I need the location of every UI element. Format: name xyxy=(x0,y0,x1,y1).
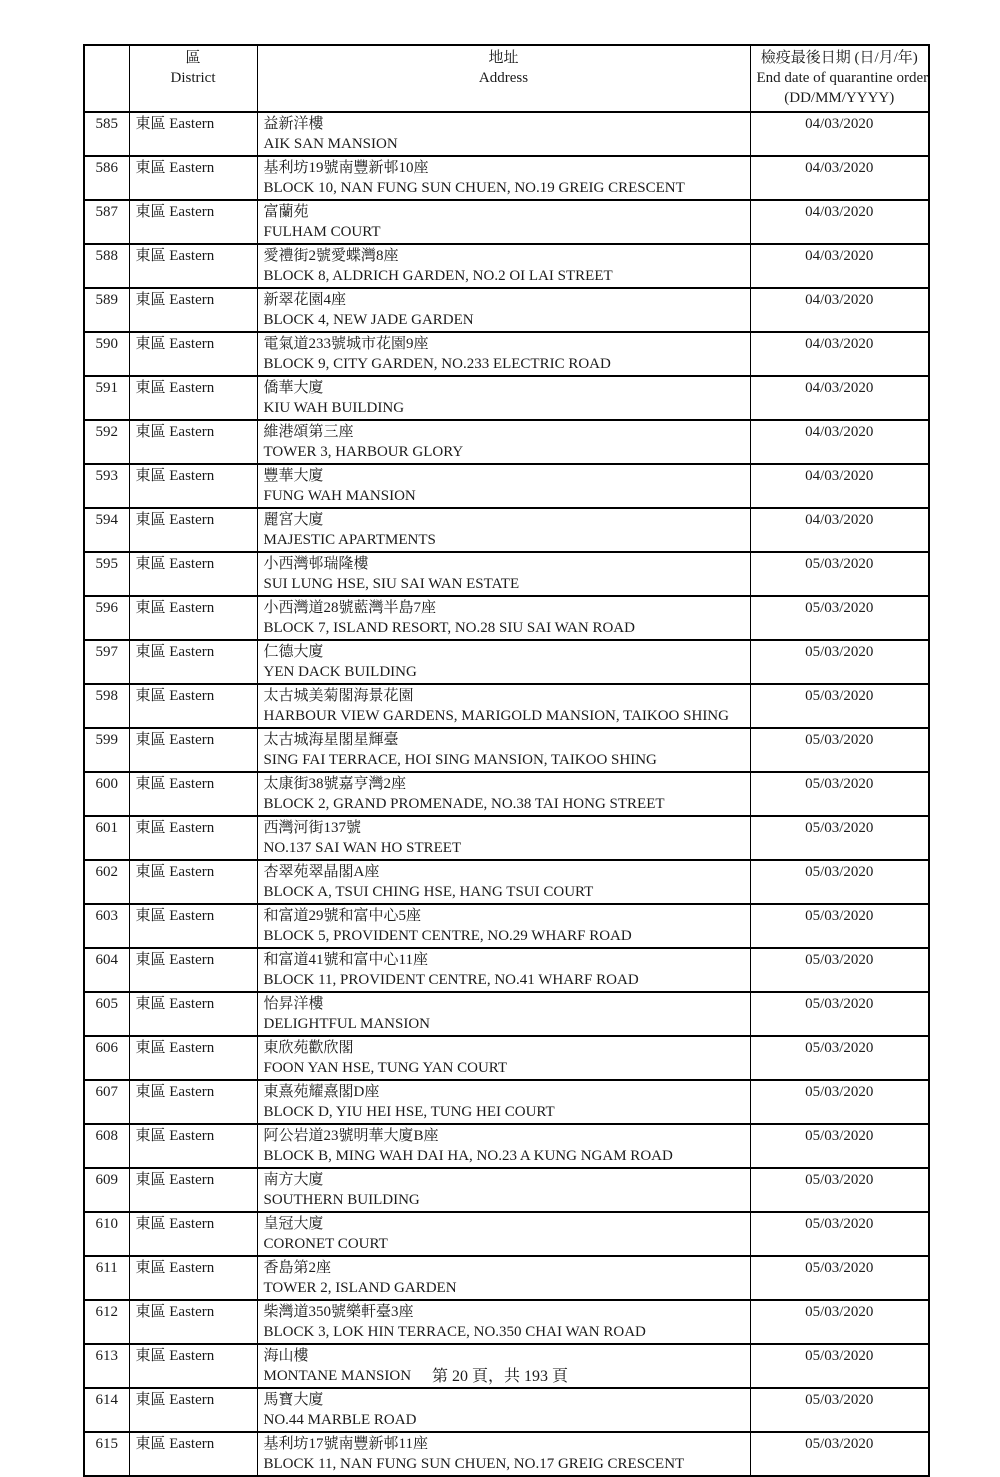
quarantine-end-date-cell: 04/03/2020 xyxy=(750,112,929,156)
district-zh: 東區 xyxy=(135,380,166,396)
quarantine-end-date-cell: 04/03/2020 xyxy=(750,464,929,508)
district-en: Eastern xyxy=(169,204,215,220)
row-number-cell: 603 xyxy=(84,904,129,948)
district-en: Eastern xyxy=(169,1260,215,1276)
table-row xyxy=(84,552,929,596)
district-en: Eastern xyxy=(169,1216,215,1232)
address-cell xyxy=(257,1432,750,1476)
address-chinese: 阿公岩道23號明華大廈B座 xyxy=(263,1128,439,1144)
district-cell xyxy=(129,1080,257,1124)
table-row xyxy=(84,288,929,332)
table-row xyxy=(84,420,929,464)
district-en: Eastern xyxy=(169,292,215,308)
row-number-cell: 614 xyxy=(84,1388,129,1432)
address-cell xyxy=(257,156,750,200)
quarantine-end-date-cell: 05/03/2020 xyxy=(750,1432,929,1476)
district-cell xyxy=(129,288,257,332)
table-row xyxy=(84,244,929,288)
district-zh: 東區 xyxy=(135,1260,166,1276)
table-row xyxy=(84,992,929,1036)
column-header-address xyxy=(257,45,750,112)
address-english: BLOCK 7, ISLAND RESORT, NO.28 SIU SAI WAN ROAD xyxy=(263,620,635,636)
district-cell xyxy=(129,904,257,948)
address-english: FULHAM COURT xyxy=(263,224,381,240)
quarantine-end-date-cell: 05/03/2020 xyxy=(750,1036,929,1080)
address-cell xyxy=(257,420,750,464)
row-number-cell: 600 xyxy=(84,772,129,816)
address-english: BLOCK 4, NEW JADE GARDEN xyxy=(263,312,474,328)
address-chinese: 和富道41號和富中心11座 xyxy=(263,952,428,968)
district-zh: 東區 xyxy=(135,336,166,352)
district-en: Eastern xyxy=(169,556,215,572)
address-chinese: 杏翠苑翠晶閣A座 xyxy=(263,864,380,880)
address-chinese: 仁德大廈 xyxy=(263,644,324,660)
row-number-cell: 585 xyxy=(84,112,129,156)
district-zh: 東區 xyxy=(135,1128,166,1144)
address-cell xyxy=(257,596,750,640)
quarantine-end-date-cell: 05/03/2020 xyxy=(750,904,929,948)
district-en: Eastern xyxy=(169,1348,215,1364)
table-row xyxy=(84,1080,929,1124)
district-en: Eastern xyxy=(169,1436,215,1452)
district-zh: 東區 xyxy=(135,424,166,440)
district-en: Eastern xyxy=(169,996,215,1012)
address-english: TOWER 2, ISLAND GARDEN xyxy=(263,1280,457,1296)
district-cell xyxy=(129,684,257,728)
quarantine-end-date-cell: 04/03/2020 xyxy=(750,288,929,332)
page-number: 第 20 頁，共 193 頁 xyxy=(431,1368,568,1385)
quarantine-end-date-cell: 05/03/2020 xyxy=(750,1212,929,1256)
district-header-zh: 區 xyxy=(185,50,201,66)
table-row xyxy=(84,816,929,860)
quarantine-end-date-cell: 04/03/2020 xyxy=(750,200,929,244)
row-number-cell: 595 xyxy=(84,552,129,596)
row-number-cell: 592 xyxy=(84,420,129,464)
district-cell xyxy=(129,1300,257,1344)
address-chinese: 怡昇洋樓 xyxy=(263,996,324,1012)
row-number-cell: 589 xyxy=(84,288,129,332)
address-cell xyxy=(257,1212,750,1256)
district-zh: 東區 xyxy=(135,292,166,308)
district-zh: 東區 xyxy=(135,160,166,176)
district-en: Eastern xyxy=(169,952,215,968)
district-zh: 東區 xyxy=(135,468,166,484)
table-row xyxy=(84,596,929,640)
district-zh: 東區 xyxy=(135,556,166,572)
quarantine-end-date-cell: 05/03/2020 xyxy=(750,772,929,816)
table-row xyxy=(84,156,929,200)
district-cell xyxy=(129,156,257,200)
district-cell xyxy=(129,200,257,244)
address-cell xyxy=(257,992,750,1036)
address-chinese: 柴灣道350號樂軒臺3座 xyxy=(263,1304,414,1320)
address-english: KIU WAH BUILDING xyxy=(263,400,405,416)
district-zh: 東區 xyxy=(135,248,166,264)
district-en: Eastern xyxy=(169,116,215,132)
quarantine-end-date-cell: 05/03/2020 xyxy=(750,1168,929,1212)
address-header-en: Address xyxy=(478,70,529,86)
district-en: Eastern xyxy=(169,1172,215,1188)
row-number-cell: 590 xyxy=(84,332,129,376)
address-cell xyxy=(257,112,750,156)
row-number-cell: 586 xyxy=(84,156,129,200)
district-zh: 東區 xyxy=(135,820,166,836)
table-row xyxy=(84,1256,929,1300)
table-row xyxy=(84,728,929,772)
address-english: NO.137 SAI WAN HO STREET xyxy=(263,840,462,856)
address-cell xyxy=(257,640,750,684)
address-cell xyxy=(257,1256,750,1300)
address-cell xyxy=(257,1168,750,1212)
row-number-cell: 609 xyxy=(84,1168,129,1212)
address-chinese: 馬寶大廈 xyxy=(263,1392,324,1408)
district-cell xyxy=(129,112,257,156)
district-cell xyxy=(129,1168,257,1212)
row-number-cell: 594 xyxy=(84,508,129,552)
table-body xyxy=(84,112,929,1476)
quarantine-end-date-cell: 05/03/2020 xyxy=(750,640,929,684)
quarantine-end-date-cell: 05/03/2020 xyxy=(750,728,929,772)
quarantine-end-date-cell: 05/03/2020 xyxy=(750,684,929,728)
address-english: SOUTHERN BUILDING xyxy=(263,1192,420,1208)
district-en: Eastern xyxy=(169,1084,215,1100)
address-chinese: 海山樓 xyxy=(263,1348,309,1364)
address-cell xyxy=(257,464,750,508)
address-cell xyxy=(257,552,750,596)
address-cell xyxy=(257,288,750,332)
address-english: NO.44 MARBLE ROAD xyxy=(263,1412,417,1428)
address-english: AIK SAN MANSION xyxy=(263,136,398,152)
row-number-cell: 599 xyxy=(84,728,129,772)
district-cell xyxy=(129,596,257,640)
quarantine-end-date-cell: 05/03/2020 xyxy=(750,1300,929,1344)
address-english: BLOCK 11, NAN FUNG SUN CHUEN, NO.17 GREIG CRESCENT xyxy=(263,1456,685,1472)
district-zh: 東區 xyxy=(135,644,166,660)
row-number-cell: 593 xyxy=(84,464,129,508)
address-cell xyxy=(257,860,750,904)
district-en: Eastern xyxy=(169,1128,215,1144)
table-row xyxy=(84,948,929,992)
address-cell xyxy=(257,508,750,552)
quarantine-end-date-cell: 04/03/2020 xyxy=(750,244,929,288)
district-zh: 東區 xyxy=(135,996,166,1012)
quarantine-end-date-cell: 05/03/2020 xyxy=(750,1388,929,1432)
row-number-cell: 612 xyxy=(84,1300,129,1344)
table-row xyxy=(84,464,929,508)
row-number-cell: 613 xyxy=(84,1344,129,1388)
quarantine-end-date-cell: 04/03/2020 xyxy=(750,376,929,420)
district-cell xyxy=(129,1124,257,1168)
quarantine-end-date-cell: 05/03/2020 xyxy=(750,816,929,860)
address-english: BLOCK 10, NAN FUNG SUN CHUEN, NO.19 GREIG CRESCENT xyxy=(263,180,685,196)
quarantine-end-date-cell: 04/03/2020 xyxy=(750,508,929,552)
table-row xyxy=(84,1212,929,1256)
table-row xyxy=(84,332,929,376)
district-en: Eastern xyxy=(169,1304,215,1320)
address-cell xyxy=(257,1036,750,1080)
address-cell xyxy=(257,1080,750,1124)
district-cell xyxy=(129,1432,257,1476)
quarantine-end-date-cell: 05/03/2020 xyxy=(750,1344,929,1388)
address-chinese: 西灣河街137號 xyxy=(263,820,362,836)
address-chinese: 基利坊17號南豐新邨11座 xyxy=(263,1436,428,1452)
address-cell xyxy=(257,1388,750,1432)
quarantine-end-date-cell: 05/03/2020 xyxy=(750,1080,929,1124)
district-cell xyxy=(129,1212,257,1256)
table-row xyxy=(84,1300,929,1344)
address-chinese: 僑華大廈 xyxy=(263,380,324,396)
district-zh: 東區 xyxy=(135,1348,166,1364)
quarantine-end-date-cell: 05/03/2020 xyxy=(750,1124,929,1168)
address-cell xyxy=(257,948,750,992)
district-header-en: District xyxy=(170,70,216,86)
address-english: FUNG WAH MANSION xyxy=(263,488,416,504)
address-chinese: 太古城美菊閣海景花園 xyxy=(263,688,414,704)
district-en: Eastern xyxy=(169,248,215,264)
row-number-cell: 605 xyxy=(84,992,129,1036)
district-en: Eastern xyxy=(169,468,215,484)
table-row xyxy=(84,1388,929,1432)
table-row xyxy=(84,1168,929,1212)
quarantine-end-date-cell: 05/03/2020 xyxy=(750,1256,929,1300)
address-header-zh: 地址 xyxy=(488,50,519,66)
quarantine-end-date-cell: 05/03/2020 xyxy=(750,992,929,1036)
row-number-cell: 610 xyxy=(84,1212,129,1256)
district-cell xyxy=(129,332,257,376)
address-english: TOWER 3, HARBOUR GLORY xyxy=(263,444,464,460)
table-row xyxy=(84,508,929,552)
address-chinese: 富蘭苑 xyxy=(263,204,309,220)
address-english: BLOCK B, MING WAH DAI HA, NO.23 A KUNG NGAM ROAD xyxy=(263,1148,673,1164)
address-english: HARBOUR VIEW GARDENS, MARIGOLD MANSION, TAIKOO SHING xyxy=(263,708,729,724)
district-zh: 東區 xyxy=(135,1084,166,1100)
address-english: MONTANE MANSION xyxy=(263,1368,412,1384)
address-english: SING FAI TERRACE, HOI SING MANSION, TAIKOO SHING xyxy=(263,752,657,768)
table-row xyxy=(84,376,929,420)
address-chinese: 維港頌第三座 xyxy=(263,424,354,440)
district-en: Eastern xyxy=(169,1392,215,1408)
district-zh: 東區 xyxy=(135,116,166,132)
row-number-cell: 598 xyxy=(84,684,129,728)
district-en: Eastern xyxy=(169,732,215,748)
row-number-cell: 607 xyxy=(84,1080,129,1124)
address-chinese: 愛禮街2號愛蝶灣8座 xyxy=(263,248,399,264)
district-zh: 東區 xyxy=(135,864,166,880)
address-english: BLOCK A, TSUI CHING HSE, HANG TSUI COURT xyxy=(263,884,594,900)
district-cell xyxy=(129,376,257,420)
district-zh: 東區 xyxy=(135,204,166,220)
table-row xyxy=(84,640,929,684)
district-en: Eastern xyxy=(169,512,215,528)
address-chinese: 新翠花園4座 xyxy=(263,292,347,308)
address-chinese: 東熹苑耀熹閣D座 xyxy=(263,1084,380,1100)
district-en: Eastern xyxy=(169,380,215,396)
address-chinese: 太古城海星閣星輝臺 xyxy=(263,732,399,748)
quarantine-end-date-cell: 05/03/2020 xyxy=(750,552,929,596)
district-cell xyxy=(129,640,257,684)
address-chinese: 皇冠大廈 xyxy=(263,1216,324,1232)
quarantine-table xyxy=(83,44,930,1477)
row-number-cell: 591 xyxy=(84,376,129,420)
district-cell xyxy=(129,244,257,288)
column-header-number xyxy=(84,45,129,112)
quarantine-end-date-cell: 04/03/2020 xyxy=(750,332,929,376)
address-cell xyxy=(257,376,750,420)
table-row xyxy=(84,1036,929,1080)
quarantine-end-date-cell: 04/03/2020 xyxy=(750,156,929,200)
address-english: BLOCK 2, GRAND PROMENADE, NO.38 TAI HONG STREET xyxy=(263,796,665,812)
district-zh: 東區 xyxy=(135,512,166,528)
address-english: BLOCK 11, PROVIDENT CENTRE, NO.41 WHARF ROAD xyxy=(263,972,639,988)
table-row xyxy=(84,112,929,156)
address-english: FOON YAN HSE, TUNG YAN COURT xyxy=(263,1060,508,1076)
address-english: BLOCK 3, LOK HIN TERRACE, NO.350 CHAI WAN ROAD xyxy=(263,1324,646,1340)
date-header-zh: 檢疫最後日期 (日/月/年) xyxy=(760,50,918,66)
address-cell xyxy=(257,904,750,948)
address-chinese: 東欣苑歡欣閣 xyxy=(263,1040,354,1056)
address-cell xyxy=(257,1300,750,1344)
address-chinese: 小西灣道28號藍灣半島7座 xyxy=(263,600,437,616)
address-english: MAJESTIC APARTMENTS xyxy=(263,532,436,548)
district-zh: 東區 xyxy=(135,688,166,704)
header-row xyxy=(84,45,929,112)
district-cell xyxy=(129,1256,257,1300)
address-english: DELIGHTFUL MANSION xyxy=(263,1016,431,1032)
address-chinese: 小西灣邨瑞隆樓 xyxy=(263,556,369,572)
district-zh: 東區 xyxy=(135,1040,166,1056)
address-english: BLOCK D, YIU HEI HSE, TUNG HEI COURT xyxy=(263,1104,555,1120)
quarantine-end-date-cell: 05/03/2020 xyxy=(750,860,929,904)
column-header-date xyxy=(750,45,929,112)
row-number-cell: 615 xyxy=(84,1432,129,1476)
address-chinese: 香島第2座 xyxy=(263,1260,332,1276)
row-number-cell: 611 xyxy=(84,1256,129,1300)
row-number-cell: 602 xyxy=(84,860,129,904)
district-en: Eastern xyxy=(169,776,215,792)
row-number-cell: 601 xyxy=(84,816,129,860)
table-row xyxy=(84,904,929,948)
table-row xyxy=(84,860,929,904)
address-chinese: 豐華大廈 xyxy=(263,468,324,484)
district-cell xyxy=(129,420,257,464)
address-english: SUI LUNG HSE, SIU SAI WAN ESTATE xyxy=(263,576,520,592)
address-english: BLOCK 8, ALDRICH GARDEN, NO.2 OI LAI STREET xyxy=(263,268,613,284)
table-row xyxy=(84,1124,929,1168)
quarantine-end-date-cell: 05/03/2020 xyxy=(750,596,929,640)
district-cell xyxy=(129,948,257,992)
district-zh: 東區 xyxy=(135,1172,166,1188)
district-zh: 東區 xyxy=(135,776,166,792)
table-row xyxy=(84,200,929,244)
table-row xyxy=(84,772,929,816)
row-number-cell: 608 xyxy=(84,1124,129,1168)
district-en: Eastern xyxy=(169,160,215,176)
row-number-cell: 588 xyxy=(84,244,129,288)
address-chinese: 麗宮大廈 xyxy=(263,512,324,528)
table-row xyxy=(84,684,929,728)
quarantine-end-date-cell: 04/03/2020 xyxy=(750,420,929,464)
district-zh: 東區 xyxy=(135,1304,166,1320)
address-chinese: 益新洋樓 xyxy=(263,116,324,132)
address-english: CORONET COURT xyxy=(263,1236,388,1252)
address-chinese: 太康街38號嘉亨灣2座 xyxy=(263,776,407,792)
district-cell xyxy=(129,508,257,552)
address-cell xyxy=(257,244,750,288)
district-en: Eastern xyxy=(169,1040,215,1056)
district-zh: 東區 xyxy=(135,952,166,968)
district-zh: 東區 xyxy=(135,600,166,616)
district-cell xyxy=(129,464,257,508)
address-english: YEN DACK BUILDING xyxy=(263,664,417,680)
address-chinese: 和富道29號和富中心5座 xyxy=(263,908,422,924)
column-header-district xyxy=(129,45,257,112)
district-zh: 東區 xyxy=(135,1392,166,1408)
district-zh: 東區 xyxy=(135,1216,166,1232)
address-chinese: 南方大廈 xyxy=(263,1172,324,1188)
quarantine-end-date-cell: 05/03/2020 xyxy=(750,948,929,992)
district-zh: 東區 xyxy=(135,908,166,924)
address-cell xyxy=(257,684,750,728)
table-header xyxy=(84,45,929,112)
row-number-cell: 606 xyxy=(84,1036,129,1080)
district-cell xyxy=(129,816,257,860)
address-cell xyxy=(257,200,750,244)
district-zh: 東區 xyxy=(135,732,166,748)
address-cell xyxy=(257,816,750,860)
district-en: Eastern xyxy=(169,908,215,924)
date-header-en: End date of quarantine order xyxy=(756,70,929,86)
address-chinese: 基利坊19號南豐新邨10座 xyxy=(263,160,429,176)
district-cell xyxy=(129,860,257,904)
address-english: BLOCK 5, PROVIDENT CENTRE, NO.29 WHARF ROAD xyxy=(263,928,632,944)
address-cell xyxy=(257,332,750,376)
district-cell xyxy=(129,728,257,772)
date-header-format: (DD/MM/YYYY) xyxy=(784,90,895,106)
district-zh: 東區 xyxy=(135,1436,166,1452)
district-cell xyxy=(129,1036,257,1080)
district-cell xyxy=(129,772,257,816)
district-en: Eastern xyxy=(169,644,215,660)
row-number-cell: 604 xyxy=(84,948,129,992)
address-cell xyxy=(257,1124,750,1168)
district-en: Eastern xyxy=(169,336,215,352)
row-number-cell: 587 xyxy=(84,200,129,244)
address-cell xyxy=(257,772,750,816)
district-cell xyxy=(129,992,257,1036)
district-en: Eastern xyxy=(169,688,215,704)
row-number-cell: 596 xyxy=(84,596,129,640)
district-en: Eastern xyxy=(169,424,215,440)
district-en: Eastern xyxy=(169,600,215,616)
district-en: Eastern xyxy=(169,864,215,880)
row-number-cell: 597 xyxy=(84,640,129,684)
address-english: BLOCK 9, CITY GARDEN, NO.233 ELECTRIC ROAD xyxy=(263,356,611,372)
district-cell xyxy=(129,552,257,596)
address-cell xyxy=(257,728,750,772)
district-en: Eastern xyxy=(169,820,215,836)
table-row xyxy=(84,1432,929,1476)
district-cell xyxy=(129,1388,257,1432)
address-chinese: 電氣道233號城市花園9座 xyxy=(263,336,429,352)
